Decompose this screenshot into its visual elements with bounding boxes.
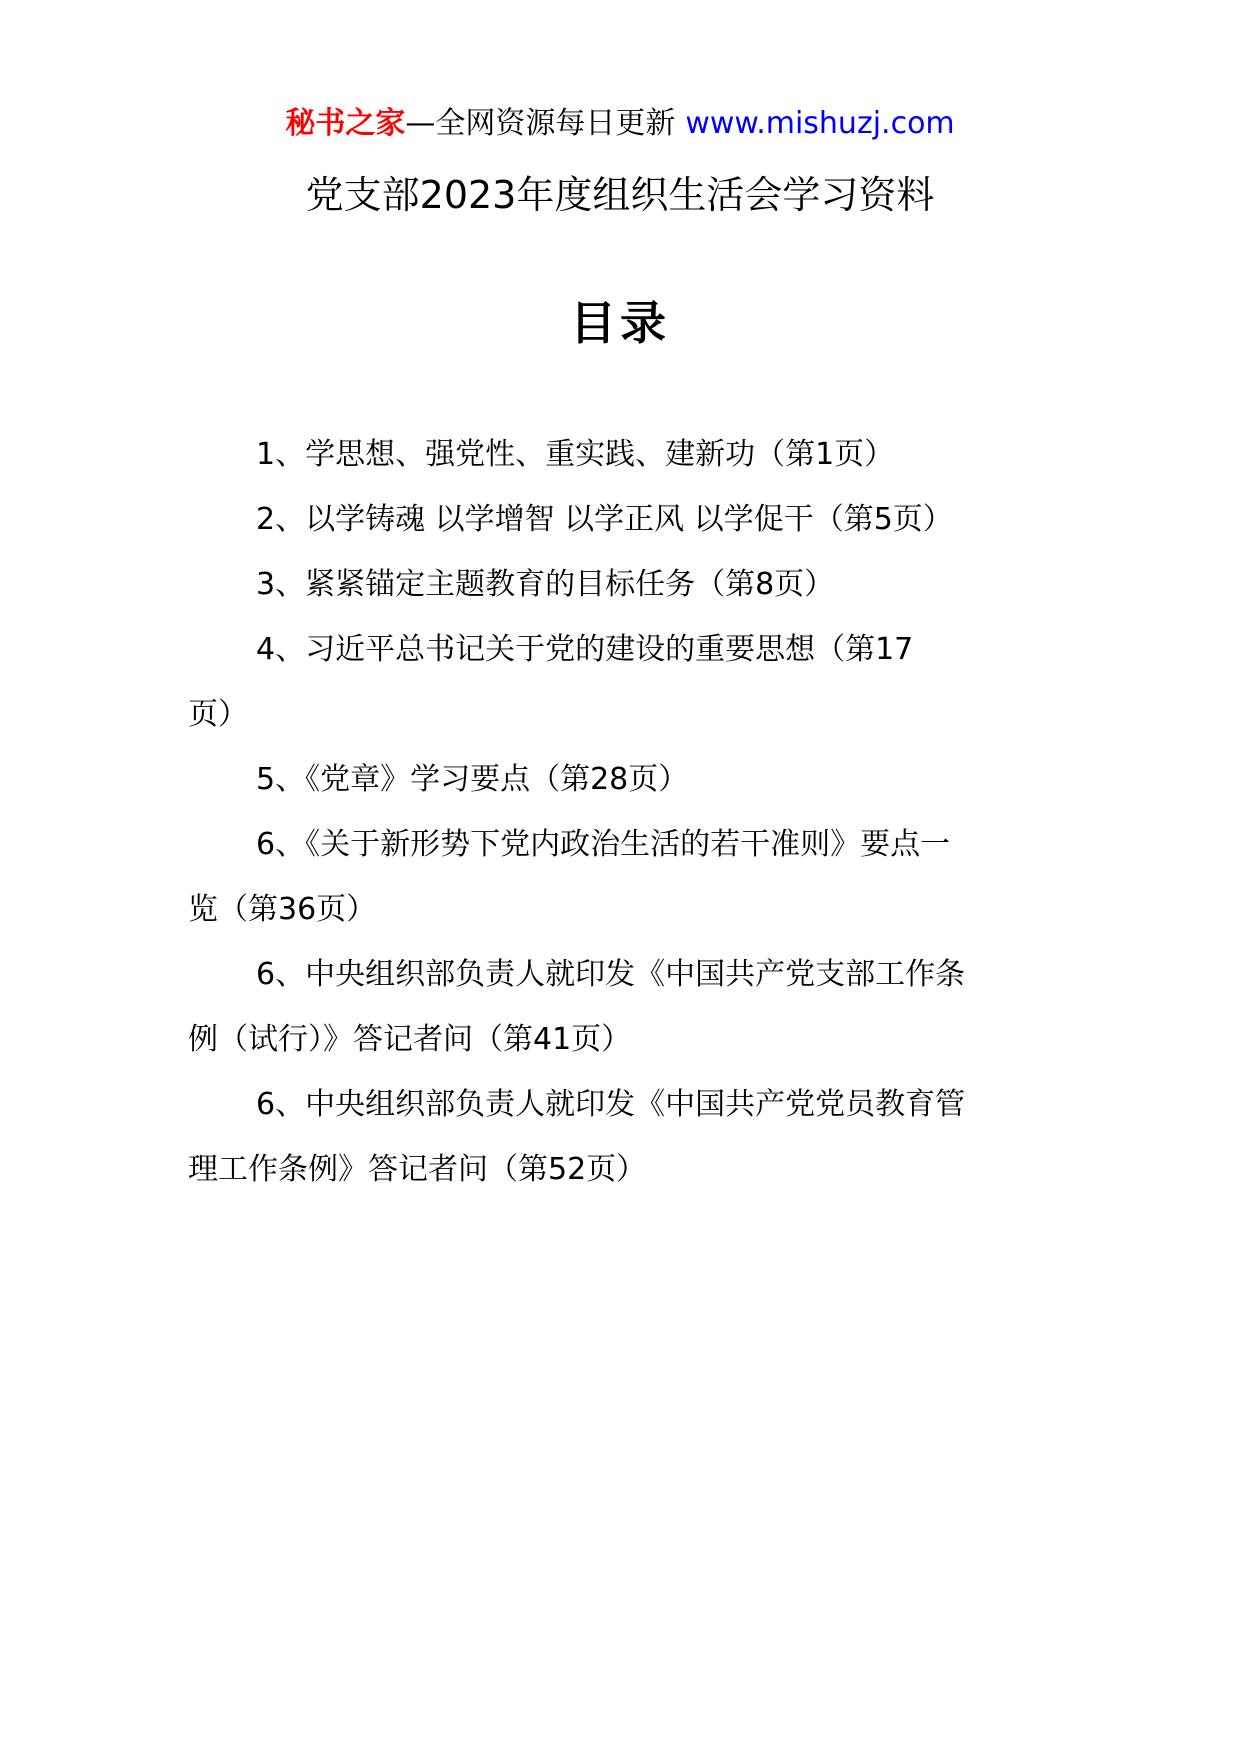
toc-entry-3[interactable] [188, 552, 1060, 617]
site-header [0, 98, 1240, 150]
document-title: 党支部2023年度组织生活会学习资料 [305, 173, 935, 217]
toc-entry-text: 4、习近平总书记关于党的建设的重要思想（第17 [256, 632, 914, 667]
toc-entry-6[interactable] [188, 812, 1060, 942]
toc-entry-2[interactable] [188, 487, 1060, 552]
toc-entry-1[interactable] [188, 422, 1060, 487]
toc-entry-text-continued: 理工作条例》答记者问（第52页） [188, 1152, 647, 1187]
toc-entry-text: 2、以学铸魂 以学增智 以学正风 以学促干（第5页） [256, 502, 953, 537]
toc-entry-text: 3、紧紧锚定主题教育的目标任务（第8页） [256, 567, 835, 602]
toc-entry-text: 6、《关于新形势下党内政治生活的若干准则》要点一 [256, 827, 951, 862]
toc-entry-8[interactable] [188, 1072, 1060, 1202]
table-of-contents [188, 422, 1060, 1202]
site-tagline: —全网资源每日更新 [405, 106, 676, 141]
toc-entry-7[interactable] [188, 942, 1060, 1072]
toc-entry-text: 1、学思想、强党性、重实践、建新功（第1页） [256, 437, 895, 472]
toc-entry-text-continued: 页） [188, 697, 248, 732]
toc-entry-4[interactable] [188, 617, 1060, 747]
toc-entry-text: 6、中央组织部负责人就印发《中国共产党党员教育管 [256, 1087, 966, 1122]
toc-entry-5[interactable] [188, 747, 1060, 812]
site-url-link[interactable]: www.mishuzj.com [685, 106, 955, 141]
toc-entry-text-continued: 例（试行）》答记者问（第41页） [188, 1022, 632, 1057]
toc-entry-text: 5、《党章》学习要点（第28页） [256, 762, 689, 797]
toc-entry-text: 6、中央组织部负责人就印发《中国共产党支部工作条 [256, 957, 966, 992]
brand-name: 秘书之家 [285, 106, 406, 141]
toc-heading: 目录 [570, 296, 670, 350]
toc-entry-text-continued: 览（第36页） [188, 892, 377, 927]
